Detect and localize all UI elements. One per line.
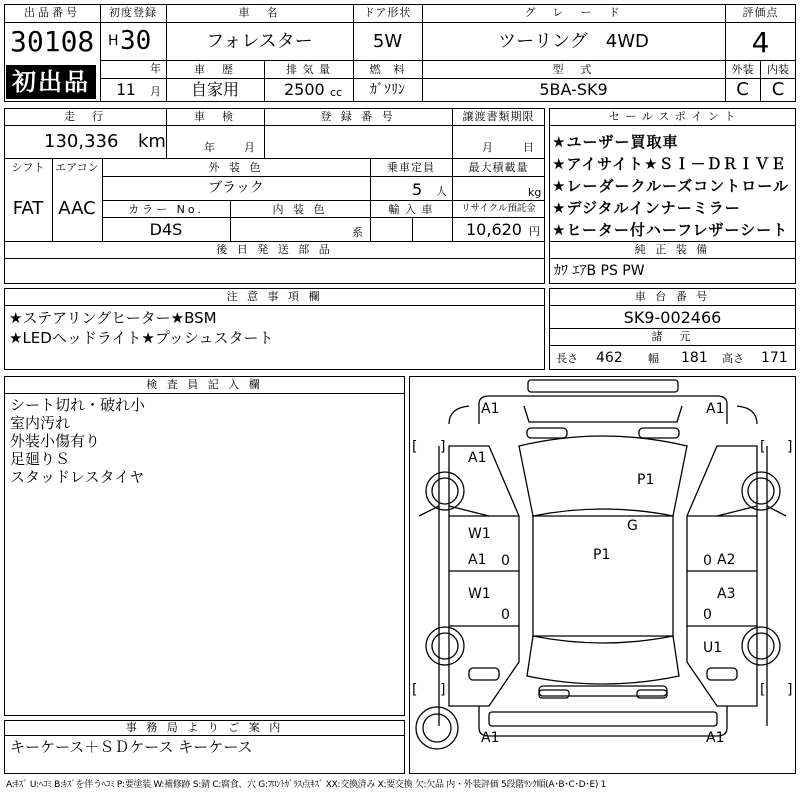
plate-label: 登 録 番 号 [320,110,396,123]
name-value: フォレスター [206,31,313,52]
sales-point: ★ユーザー買取車 [552,133,679,151]
mark-roof-g: G [627,518,638,534]
name-label: 車 名 [238,6,281,19]
capacity-unit: 人 [436,185,447,198]
chassis-label: 車 台 番 号 [634,290,711,303]
model-label: 型 式 [552,63,595,76]
bracket-open: [ [760,682,766,698]
load-unit: kg [528,186,542,199]
inspector-label: 検 査 員 記 入 欄 [146,378,263,391]
int-value: C [771,79,785,100]
notes-label: 注 意 事 項 欄 [226,290,323,303]
car-diagram [409,376,796,774]
inspector-line: 外装小傷有り [10,432,101,450]
mileage-label: 走 行 [64,110,106,123]
inspection-year-unit: 年 [204,141,215,154]
transfer-month-unit: 月 [482,141,493,154]
sales-point: ★アイサイト★ＳＩ－ＤＲＩＶＥ [552,155,787,173]
inspection-month-unit: 月 [244,141,255,154]
score-value: 4 [751,26,770,59]
width-value: 181 [681,350,708,366]
notes-line: ★LEDヘッドライト★プッシュスタート [9,329,274,347]
mark-hood: P1 [637,472,655,488]
bracket-open: [ [412,439,418,455]
transfer-day-unit: 日 [523,141,534,154]
sales-label: セ ー ル ス ポ イ ン ト [608,110,737,123]
fuel-label: 燃 料 [369,63,406,76]
door-label: ドア形状 [363,6,412,19]
mark-rear-fender-right: U1 [703,640,723,656]
bracket-open: [ [760,439,766,455]
mark-door-rl-w: W1 [468,586,491,602]
inspector-line: 足廻りＳ [10,450,71,468]
equip-value: ｶﾜ ｴｱB PS PW [554,263,645,279]
recycle-label: リサイクル預託金 [461,203,536,214]
mark-door-fl-w: W1 [468,526,491,542]
history-value: 自家用 [190,80,239,99]
inspector-line: シート切れ・破れ小 [10,396,146,414]
month-unit: 月 [150,85,161,98]
lot-number: 30108 [10,25,95,58]
year-unit: 年 [150,62,161,75]
capacity-label: 乗車定員 [387,161,435,174]
mileage-unit: km [138,131,166,152]
grade-value: ツーリング 4WD [498,31,649,52]
sales-point: ★ヒーター付ハーフレザーシート [552,221,789,239]
intcolor-unit: 系 [352,226,363,239]
colorno-label: カラー No. [128,203,204,216]
mark-door-rr: A3 [717,586,736,602]
notes-line: ★ステアリングヒーター★BSM [9,309,217,327]
sales-point: ★レーダークルーズコントロール [552,177,789,195]
door-zero-glyph: 0 [703,607,712,623]
mark-roof: P1 [593,547,611,563]
mark-front-right: A1 [706,401,725,417]
grade-label: グ レ ー ド [524,6,623,19]
lot-label: 出品番号 [24,6,80,19]
bracket-close: ] [440,439,446,455]
inspector-line: スタッドレスタイヤ [10,468,145,486]
reg-year: 30 [120,26,152,56]
inspector-line: 室内汚れ [10,414,71,432]
ext-label: 外装 [731,63,754,76]
door-zero-glyph: 0 [501,553,510,569]
dims-label: 諸 元 [651,330,694,343]
office-value: キーケース＋ＳＤケース キーケース [10,738,253,756]
ac-value: AAC [58,198,96,219]
color-value: ブラック [208,180,264,196]
mark-door-fr: A2 [717,552,736,568]
width-label: 幅 [648,352,659,365]
reg-month: 11 [116,80,136,99]
colorno-value: D4S [149,220,183,239]
disp-value: 2500 [284,80,325,99]
mark-rear-left: A1 [481,730,500,746]
sales-point: ★デジタルインナーミラー [552,199,741,217]
disp-label: 排 気 量 [286,63,331,76]
score-label: 評価点 [742,6,779,19]
inspection-label: 車 検 [194,110,236,123]
door-zero-glyph: 0 [703,553,712,569]
mark-door-fl-a: A1 [468,552,487,568]
shift-value: FAT [12,198,44,219]
intcolor-label: 内 装 色 [272,203,328,216]
first-listing-badge: 初出品 [6,65,96,99]
reg-era: H [108,33,119,49]
door-value: 5W [372,31,403,52]
transfer-label: 譲渡書類期限 [462,110,535,123]
disp-unit: cc [330,86,343,99]
capacity-value: 5 [412,180,423,199]
ext-value: C [736,79,749,100]
mileage-value: 130,336 [44,131,119,152]
model-value: 5BA-SK9 [539,80,608,99]
later-parts-label: 後 日 発 送 部 品 [216,243,333,256]
mark-rear-right: A1 [706,730,725,746]
chassis-value: SK9-002466 [623,308,722,327]
mark-front-left: A1 [481,401,500,417]
office-label: 事 務 局 よ り ご 案 内 [125,721,284,734]
load-label: 最大積載量 [468,161,529,174]
length-value: 462 [596,350,623,366]
bracket-open: [ [412,682,418,698]
damage-legend: A:ｷｽﾞ U:ﾍｺﾐ B:ｷｽﾞを伴うﾍｺﾐ P:要塗装 W:補修跡 S:錆 C:腐食、穴 G:ﾌﾛﾝﾄｶﾞﾗｽ点ｷｽﾞ XX:交換済み X:要交換 欠:欠品 内・外装評価 5段階ﾗﾝｸ順(A･B･C･D･E) 1 [6,780,607,790]
shift-label: シフト [11,161,45,174]
ac-label: エアコン [55,161,99,174]
recycle-unit: 円 [529,225,540,238]
import-label: 輸 入 車 [388,203,434,216]
recycle-value: 10,620 [466,220,522,239]
bracket-close: ] [787,682,793,698]
color-label: 外 装 色 [208,161,264,174]
fuel-value: ｶﾞｿﾘﾝ [370,82,405,98]
history-label: 車 歴 [194,63,236,76]
equip-label: 純 正 装 備 [634,243,711,256]
bracket-close: ] [787,439,793,455]
int-label: 内装 [767,63,789,76]
door-zero-glyph: 0 [501,607,510,623]
mark-fender-left: A1 [468,450,487,466]
length-label: 長さ [556,352,578,365]
reg-label: 初度登録 [109,6,157,19]
height-value: 171 [761,350,788,366]
bracket-close: ] [440,682,446,698]
height-label: 高さ [722,352,744,365]
